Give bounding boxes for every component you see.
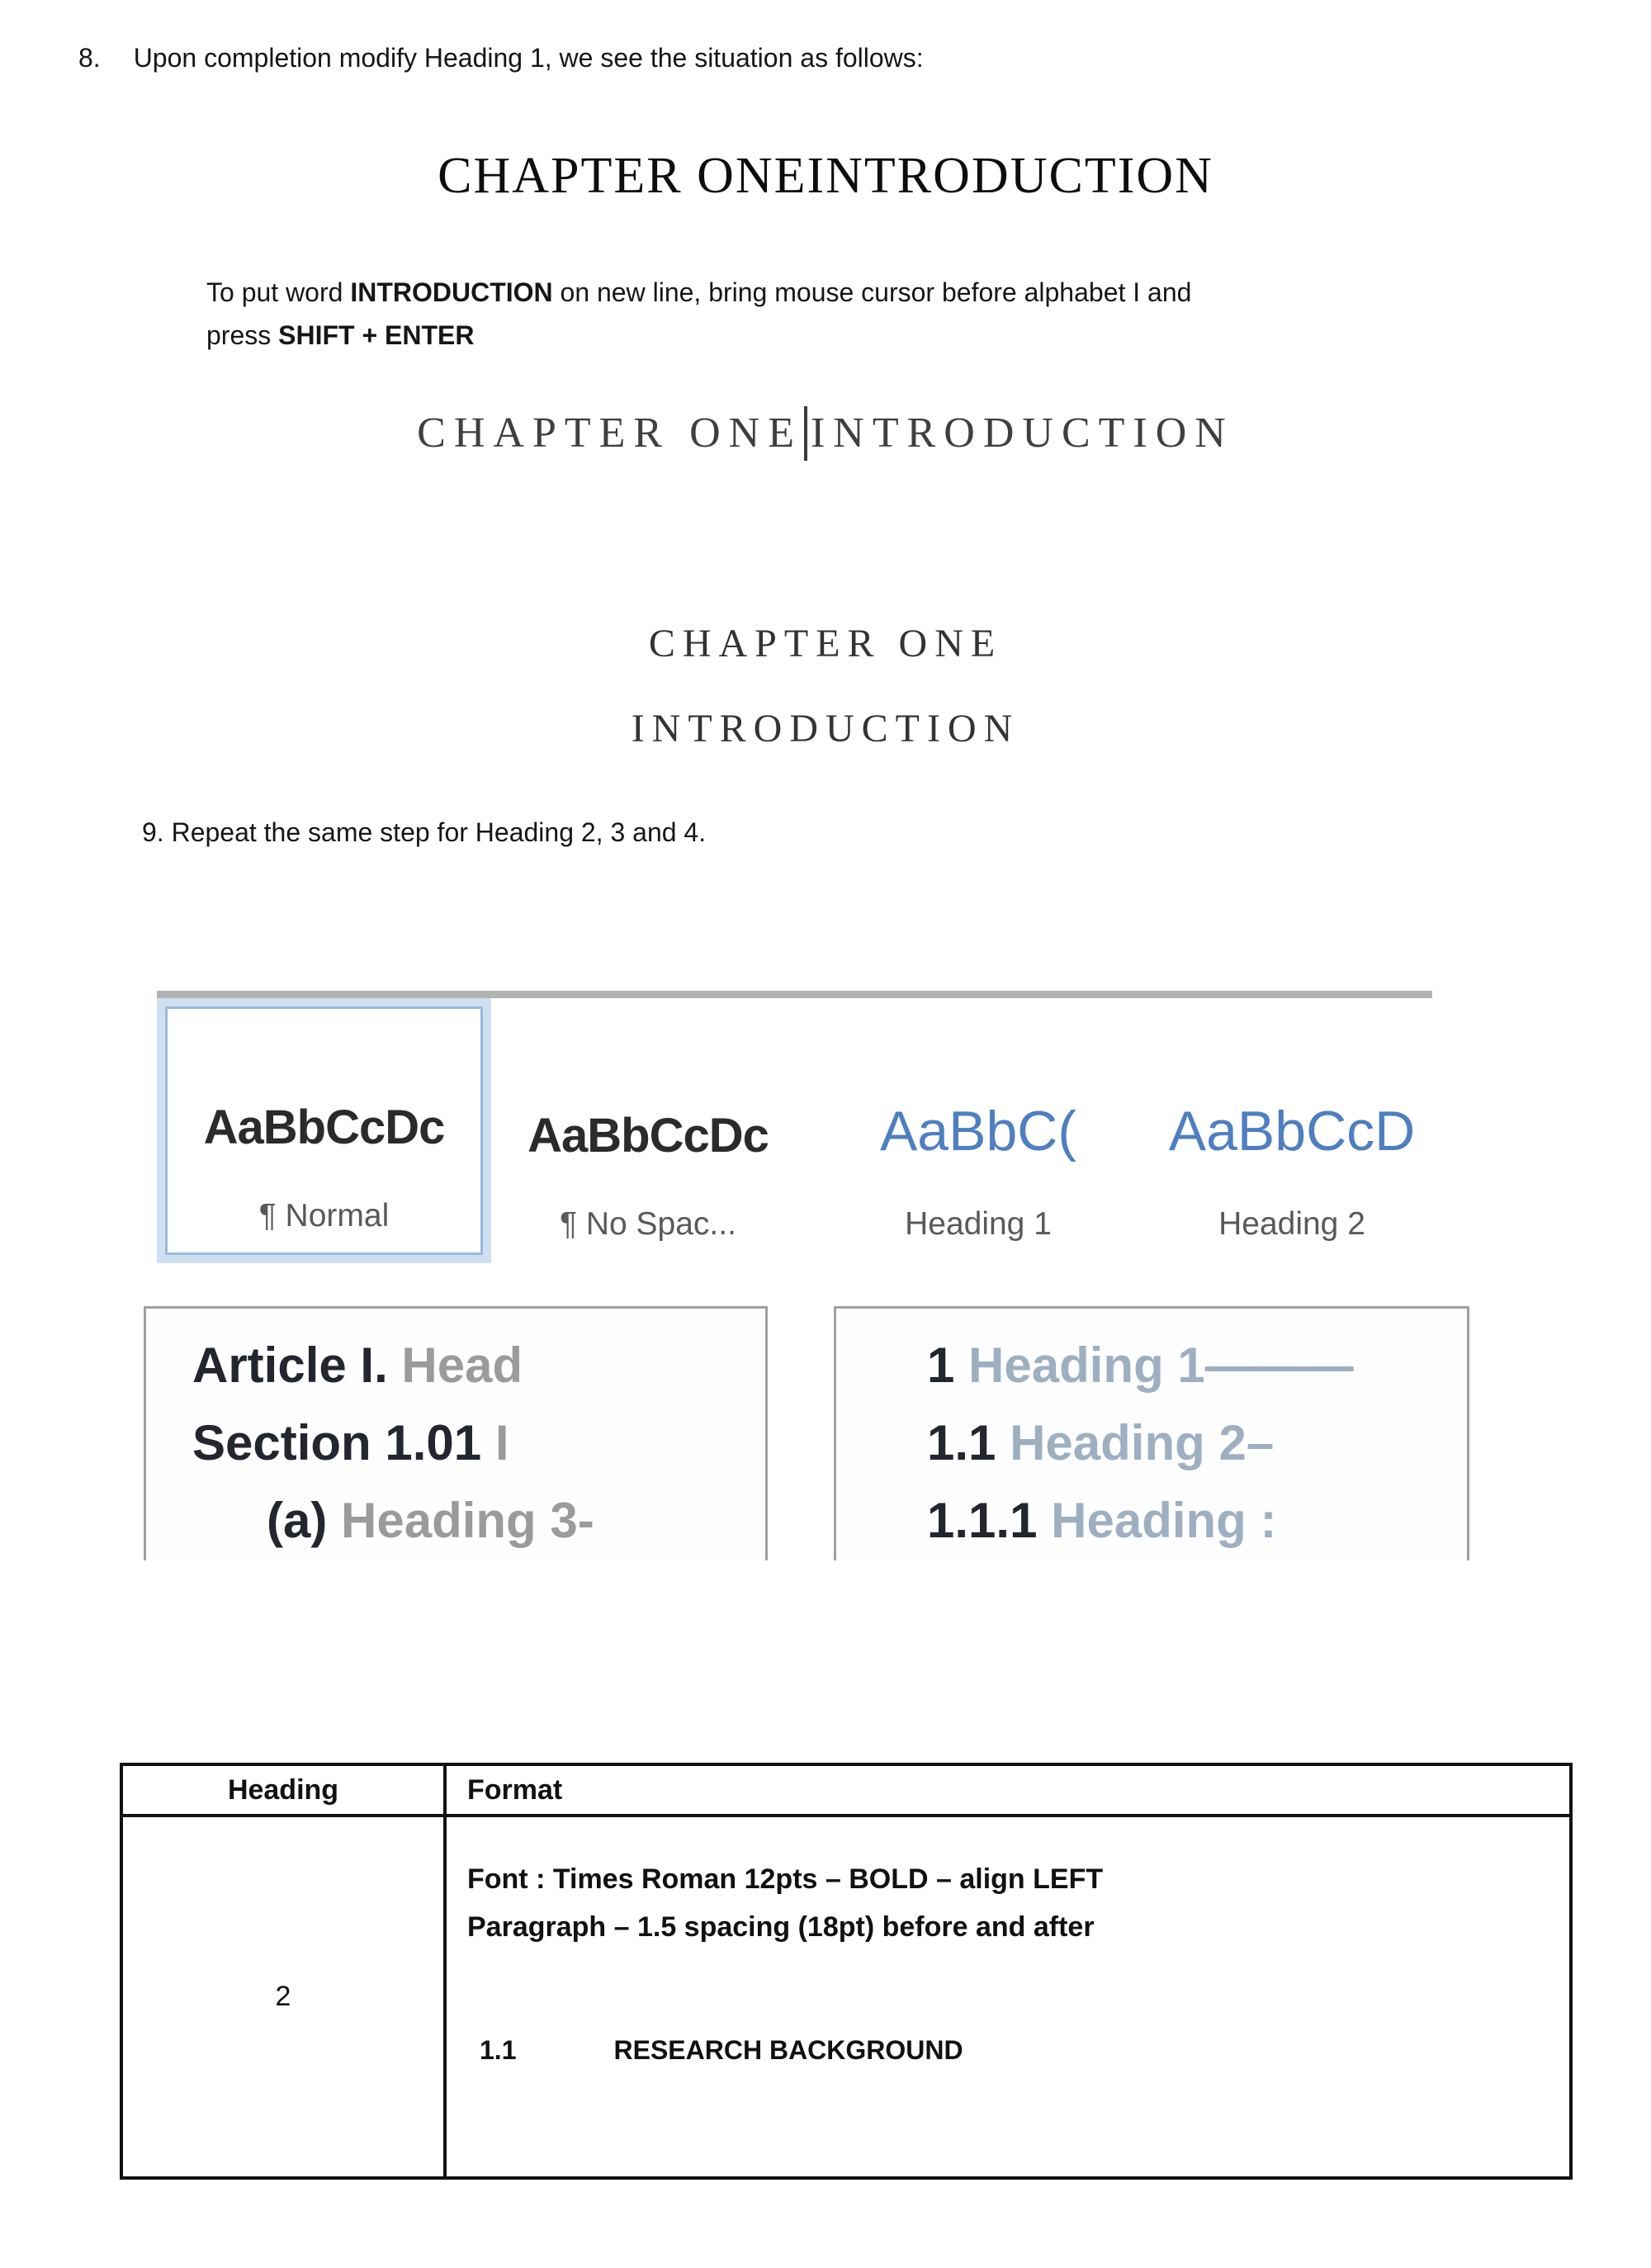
multilevel-list-numeric-box (834, 1306, 1469, 1560)
numeric-level3-number: 1.1.1 (927, 1493, 1038, 1548)
step-9-item: 9. Repeat the same step for Heading 2, 3 and 4. (142, 817, 707, 847)
table-cell-format (445, 1816, 1571, 2178)
style-label-heading-1: Heading 1 (905, 1206, 1052, 1242)
two-line-heading-line2: INTRODUCTION (631, 707, 1020, 750)
instruction-text-press: press (206, 320, 279, 350)
legal-sub-number: (a) (267, 1493, 328, 1548)
cursor-heading-before: CHAPTER ONE (417, 409, 802, 457)
table-cell-heading-number: 2 (121, 1816, 445, 2178)
step-8-item (78, 43, 924, 73)
table-header-row (121, 1764, 1571, 1816)
cursor-heading-after: INTRODUCTION (810, 409, 1234, 457)
format-font-line: Font : Times Roman 12pts – BOLD – align LEFT (467, 1863, 1104, 1895)
style-label-heading-2: Heading 2 (1218, 1206, 1365, 1242)
two-line-heading-screenshot (0, 601, 1651, 771)
style-label-no-spacing: ¶ No Spac... (560, 1206, 736, 1242)
step-8-number: 8. (78, 43, 101, 73)
format-example-row (480, 2035, 1553, 2066)
heading-format-table (120, 1763, 1573, 2180)
instruction-paragraph (206, 271, 1544, 357)
style-label-normal: ¶ Normal (258, 1198, 390, 1233)
legal-line-article (192, 1327, 765, 1404)
style-tile-no-spacing-inner (504, 998, 792, 1263)
table-row (121, 1816, 1571, 2178)
style-sample-normal: AaBbCcDc (203, 1101, 445, 1154)
instruction-bold-introduction: INTRODUCTION (350, 277, 553, 307)
format-paragraph-line: Paragraph – 1.5 spacing (18pt) before and after (467, 1911, 1095, 1943)
example-section-number: 1.1 (480, 2035, 517, 2065)
style-sample-no-spacing: AaBbCcDc (527, 1109, 769, 1162)
legal-section-number: Section 1.01 (192, 1415, 482, 1470)
text-cursor-icon (804, 406, 807, 461)
legal-article-number: Article I. (192, 1338, 388, 1393)
cursor-heading-screenshot (0, 406, 1651, 467)
style-tile-heading-1 (805, 998, 1152, 1263)
numeric-level3-label: Heading : (1037, 1493, 1277, 1548)
example-section-title: RESEARCH BACKGROUND (613, 2035, 963, 2065)
numeric-level1-label: Heading 1——— (954, 1338, 1354, 1393)
styles-gallery-screenshot (157, 991, 1432, 1263)
style-tiles-row (157, 998, 1432, 1263)
legal-section-label: I (481, 1415, 509, 1470)
style-tile-heading-2-inner (1152, 998, 1432, 1263)
numeric-line-1 (927, 1327, 1467, 1404)
numeric-level2-label: Heading 2– (996, 1415, 1275, 1470)
style-tile-normal-inner (165, 1006, 483, 1255)
style-tile-heading-2 (1152, 998, 1432, 1263)
numeric-line-2 (927, 1404, 1467, 1482)
legal-sub-label: Heading 3- (327, 1493, 594, 1548)
instruction-text-mid: on new line, bring mouse cursor before alphabet I and (552, 277, 1192, 307)
numeric-line-3 (927, 1482, 1467, 1560)
step-8-text: Upon completion modify Heading 1, we see the situation as follows: (133, 43, 924, 73)
style-tile-heading-1-inner (805, 998, 1152, 1263)
multilevel-list-legal-box (144, 1306, 768, 1560)
style-sample-heading-1: AaBbC( (879, 1100, 1077, 1162)
numeric-level1-number: 1 (927, 1338, 955, 1393)
style-tile-no-spacing (504, 998, 792, 1263)
instruction-text: To put word (206, 277, 351, 307)
table-header-heading: Heading (121, 1764, 445, 1816)
two-line-heading-line1: CHAPTER ONE (648, 622, 1003, 665)
style-sample-heading-2: AaBbCcD (1168, 1100, 1416, 1162)
table-header-format: Format (445, 1764, 1571, 1816)
gallery-top-divider (157, 991, 1432, 998)
legal-article-label: Head (387, 1338, 523, 1393)
numeric-level2-number: 1.1 (927, 1415, 996, 1470)
instruction-bold-shortcut: SHIFT + ENTER (278, 320, 475, 350)
style-tile-normal (157, 998, 491, 1263)
joined-chapter-heading: CHAPTER ONEINTRODUCTION (438, 148, 1213, 204)
legal-line-section (192, 1404, 765, 1482)
legal-line-sub (192, 1482, 765, 1560)
